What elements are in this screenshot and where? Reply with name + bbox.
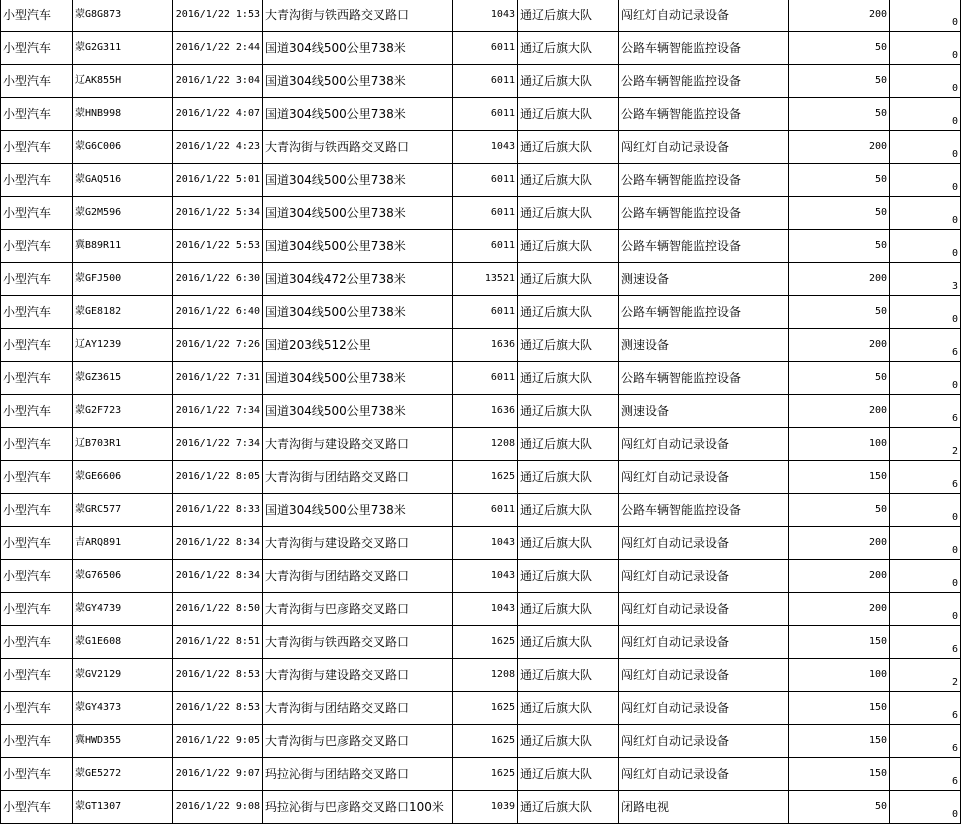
device-cell[interactable]: 公路车辆智能监控设备 bbox=[619, 494, 789, 527]
datetime-cell[interactable]: 2016/1/22 8:34 bbox=[173, 560, 263, 593]
violation-code-cell[interactable]: 6011 bbox=[453, 65, 518, 98]
location-cell[interactable]: 国道304线500公里738米 bbox=[263, 494, 453, 527]
vehicle-type-cell[interactable]: 小型汽车 bbox=[1, 428, 73, 461]
violation-code-cell[interactable]: 1043 bbox=[453, 0, 518, 32]
device-cell[interactable]: 闯红灯自动记录设备 bbox=[619, 593, 789, 626]
department-cell[interactable]: 通辽后旗大队 bbox=[518, 65, 619, 98]
device-cell[interactable]: 闯红灯自动记录设备 bbox=[619, 527, 789, 560]
violation-code-cell[interactable]: 1208 bbox=[453, 659, 518, 692]
plate-number-cell[interactable]: 吉ARQ891 bbox=[73, 527, 173, 560]
department-cell[interactable]: 通辽后旗大队 bbox=[518, 98, 619, 131]
points-cell[interactable]: 0 bbox=[890, 32, 961, 65]
vehicle-type-cell[interactable]: 小型汽车 bbox=[1, 560, 73, 593]
device-cell[interactable]: 闯红灯自动记录设备 bbox=[619, 758, 789, 791]
location-cell[interactable]: 大青沟街与建设路交叉路口 bbox=[263, 659, 453, 692]
table-row bbox=[1, 758, 961, 791]
location-cell[interactable]: 国道304线500公里738米 bbox=[263, 296, 453, 329]
vehicle-type-cell[interactable]: 小型汽车 bbox=[1, 692, 73, 725]
datetime-cell[interactable]: 2016/1/22 6:30 bbox=[173, 263, 263, 296]
datetime-cell[interactable]: 2016/1/22 5:34 bbox=[173, 197, 263, 230]
fine-cell[interactable]: 50 bbox=[789, 65, 890, 98]
vehicle-type-cell[interactable]: 小型汽车 bbox=[1, 593, 73, 626]
device-cell[interactable]: 闯红灯自动记录设备 bbox=[619, 560, 789, 593]
violation-code-cell[interactable]: 1625 bbox=[453, 626, 518, 659]
department-cell[interactable]: 通辽后旗大队 bbox=[518, 725, 619, 758]
location-cell[interactable]: 大青沟街与巴彦路交叉路口 bbox=[263, 725, 453, 758]
plate-number-cell[interactable]: 辽AY1239 bbox=[73, 329, 173, 362]
department-cell[interactable]: 通辽后旗大队 bbox=[518, 593, 619, 626]
points-cell[interactable]: 0 bbox=[890, 65, 961, 98]
fine-cell[interactable]: 200 bbox=[789, 593, 890, 626]
table-row bbox=[1, 230, 961, 263]
table-row bbox=[1, 593, 961, 626]
fine-cell[interactable]: 50 bbox=[789, 791, 890, 824]
location-cell[interactable]: 大青沟街与巴彦路交叉路口 bbox=[263, 593, 453, 626]
points-cell[interactable]: 2 bbox=[890, 659, 961, 692]
violation-code-cell[interactable]: 6011 bbox=[453, 197, 518, 230]
violation-code-cell[interactable]: 6011 bbox=[453, 164, 518, 197]
plate-number-cell[interactable]: 蒙GT1307 bbox=[73, 791, 173, 824]
department-cell[interactable]: 通辽后旗大队 bbox=[518, 560, 619, 593]
table-row bbox=[1, 329, 961, 362]
points-cell[interactable]: 0 bbox=[890, 362, 961, 395]
plate-number-cell[interactable]: 蒙GE8182 bbox=[73, 296, 173, 329]
points-cell[interactable]: 0 bbox=[890, 791, 961, 824]
points-cell[interactable]: 2 bbox=[890, 428, 961, 461]
plate-number-cell[interactable]: 蒙GFJ500 bbox=[73, 263, 173, 296]
fine-cell[interactable]: 200 bbox=[789, 131, 890, 164]
department-cell[interactable]: 通辽后旗大队 bbox=[518, 230, 619, 263]
plate-number-cell[interactable]: 蒙GZ3615 bbox=[73, 362, 173, 395]
table-row bbox=[1, 98, 961, 131]
device-cell[interactable]: 公路车辆智能监控设备 bbox=[619, 98, 789, 131]
department-cell[interactable]: 通辽后旗大队 bbox=[518, 197, 619, 230]
fine-cell[interactable]: 200 bbox=[789, 263, 890, 296]
datetime-cell[interactable]: 2016/1/22 8:50 bbox=[173, 593, 263, 626]
device-cell[interactable]: 公路车辆智能监控设备 bbox=[619, 362, 789, 395]
violation-code-cell[interactable]: 6011 bbox=[453, 296, 518, 329]
plate-number-cell[interactable]: 蒙GE5272 bbox=[73, 758, 173, 791]
table-row bbox=[1, 131, 961, 164]
datetime-cell[interactable]: 2016/1/22 5:53 bbox=[173, 230, 263, 263]
points-cell[interactable]: 0 bbox=[890, 197, 961, 230]
table-row bbox=[1, 494, 961, 527]
violation-code-cell[interactable]: 1625 bbox=[453, 461, 518, 494]
vehicle-type-cell[interactable]: 小型汽车 bbox=[1, 626, 73, 659]
table-row bbox=[1, 164, 961, 197]
fine-cell[interactable]: 100 bbox=[789, 659, 890, 692]
vehicle-type-cell[interactable]: 小型汽车 bbox=[1, 230, 73, 263]
table-row bbox=[1, 461, 961, 494]
vehicle-type-cell[interactable]: 小型汽车 bbox=[1, 65, 73, 98]
fine-cell[interactable]: 200 bbox=[789, 560, 890, 593]
plate-number-cell[interactable]: 蒙GY4739 bbox=[73, 593, 173, 626]
points-cell[interactable]: 0 bbox=[890, 230, 961, 263]
department-cell[interactable]: 通辽后旗大队 bbox=[518, 32, 619, 65]
location-cell[interactable]: 大青沟街与团结路交叉路口 bbox=[263, 560, 453, 593]
location-cell[interactable]: 国道304线500公里738米 bbox=[263, 164, 453, 197]
location-cell[interactable]: 国道304线500公里738米 bbox=[263, 197, 453, 230]
location-cell[interactable]: 国道304线500公里738米 bbox=[263, 32, 453, 65]
fine-cell[interactable]: 200 bbox=[789, 527, 890, 560]
device-cell[interactable]: 公路车辆智能监控设备 bbox=[619, 296, 789, 329]
plate-number-cell[interactable]: 蒙G2G311 bbox=[73, 32, 173, 65]
plate-number-cell[interactable]: 辽B703R1 bbox=[73, 428, 173, 461]
points-cell[interactable]: 0 bbox=[890, 560, 961, 593]
points-cell[interactable]: 6 bbox=[890, 329, 961, 362]
fine-cell[interactable]: 50 bbox=[789, 164, 890, 197]
points-cell[interactable]: 0 bbox=[890, 494, 961, 527]
datetime-cell[interactable]: 2016/1/22 8:51 bbox=[173, 626, 263, 659]
device-cell[interactable]: 闭路电视 bbox=[619, 791, 789, 824]
fine-cell[interactable]: 200 bbox=[789, 0, 890, 32]
violation-code-cell[interactable]: 1636 bbox=[453, 395, 518, 428]
device-cell[interactable]: 闯红灯自动记录设备 bbox=[619, 131, 789, 164]
location-cell[interactable]: 国道304线500公里738米 bbox=[263, 362, 453, 395]
device-cell[interactable]: 公路车辆智能监控设备 bbox=[619, 32, 789, 65]
violation-code-cell[interactable]: 1043 bbox=[453, 560, 518, 593]
plate-number-cell[interactable]: 蒙G2F723 bbox=[73, 395, 173, 428]
device-cell[interactable]: 闯红灯自动记录设备 bbox=[619, 659, 789, 692]
table-row bbox=[1, 65, 961, 98]
fine-cell[interactable]: 50 bbox=[789, 362, 890, 395]
vehicle-type-cell[interactable]: 小型汽车 bbox=[1, 725, 73, 758]
violation-code-cell[interactable]: 1636 bbox=[453, 329, 518, 362]
device-cell[interactable]: 公路车辆智能监控设备 bbox=[619, 164, 789, 197]
department-cell[interactable]: 通辽后旗大队 bbox=[518, 362, 619, 395]
datetime-cell[interactable]: 2016/1/22 6:40 bbox=[173, 296, 263, 329]
device-cell[interactable]: 闯红灯自动记录设备 bbox=[619, 428, 789, 461]
fine-cell[interactable]: 150 bbox=[789, 626, 890, 659]
table-row bbox=[1, 395, 961, 428]
datetime-cell[interactable]: 2016/1/22 4:07 bbox=[173, 98, 263, 131]
violation-code-cell[interactable]: 13521 bbox=[453, 263, 518, 296]
violation-code-cell[interactable]: 1043 bbox=[453, 131, 518, 164]
table-row bbox=[1, 527, 961, 560]
vehicle-type-cell[interactable]: 小型汽车 bbox=[1, 98, 73, 131]
fine-cell[interactable]: 200 bbox=[789, 329, 890, 362]
table-row bbox=[1, 692, 961, 725]
violation-code-cell[interactable]: 1039 bbox=[453, 791, 518, 824]
plate-number-cell[interactable]: 蒙G76506 bbox=[73, 560, 173, 593]
department-cell[interactable]: 通辽后旗大队 bbox=[518, 527, 619, 560]
plate-number-cell[interactable]: 蒙GY4373 bbox=[73, 692, 173, 725]
location-cell[interactable]: 玛拉沁街与巴彦路交叉路口100米 bbox=[263, 791, 453, 824]
points-cell[interactable]: 6 bbox=[890, 725, 961, 758]
points-cell[interactable]: 6 bbox=[890, 395, 961, 428]
violation-code-cell[interactable]: 1625 bbox=[453, 725, 518, 758]
table-row bbox=[1, 296, 961, 329]
department-cell[interactable]: 通辽后旗大队 bbox=[518, 0, 619, 32]
device-cell[interactable]: 公路车辆智能监控设备 bbox=[619, 197, 789, 230]
datetime-cell[interactable]: 2016/1/22 4:23 bbox=[173, 131, 263, 164]
table-row bbox=[1, 659, 961, 692]
plate-number-cell[interactable]: 辽AK855H bbox=[73, 65, 173, 98]
department-cell[interactable]: 通辽后旗大队 bbox=[518, 758, 619, 791]
department-cell[interactable]: 通辽后旗大队 bbox=[518, 791, 619, 824]
points-cell[interactable]: 0 bbox=[890, 164, 961, 197]
points-cell[interactable]: 0 bbox=[890, 527, 961, 560]
location-cell[interactable]: 大青沟街与铁西路交叉路口 bbox=[263, 131, 453, 164]
fine-cell[interactable]: 100 bbox=[789, 428, 890, 461]
violation-code-cell[interactable]: 1625 bbox=[453, 692, 518, 725]
vehicle-type-cell[interactable]: 小型汽车 bbox=[1, 164, 73, 197]
device-cell[interactable]: 测速设备 bbox=[619, 329, 789, 362]
plate-number-cell[interactable]: 蒙GV2129 bbox=[73, 659, 173, 692]
location-cell[interactable]: 大青沟街与铁西路交叉路口 bbox=[263, 0, 453, 32]
vehicle-type-cell[interactable]: 小型汽车 bbox=[1, 494, 73, 527]
fine-cell[interactable]: 200 bbox=[789, 395, 890, 428]
points-cell[interactable]: 6 bbox=[890, 692, 961, 725]
fine-cell[interactable]: 150 bbox=[789, 692, 890, 725]
device-cell[interactable]: 闯红灯自动记录设备 bbox=[619, 0, 789, 32]
datetime-cell[interactable]: 2016/1/22 7:34 bbox=[173, 395, 263, 428]
vehicle-type-cell[interactable]: 小型汽车 bbox=[1, 461, 73, 494]
location-cell[interactable]: 国道304线500公里738米 bbox=[263, 395, 453, 428]
device-cell[interactable]: 测速设备 bbox=[619, 395, 789, 428]
department-cell[interactable]: 通辽后旗大队 bbox=[518, 626, 619, 659]
department-cell[interactable]: 通辽后旗大队 bbox=[518, 461, 619, 494]
department-cell[interactable]: 通辽后旗大队 bbox=[518, 329, 619, 362]
location-cell[interactable]: 大青沟街与铁西路交叉路口 bbox=[263, 626, 453, 659]
datetime-cell[interactable]: 2016/1/22 2:44 bbox=[173, 32, 263, 65]
violation-code-cell[interactable]: 6011 bbox=[453, 98, 518, 131]
table-row bbox=[1, 560, 961, 593]
table-row bbox=[1, 362, 961, 395]
location-cell[interactable]: 国道304线500公里738米 bbox=[263, 230, 453, 263]
department-cell[interactable]: 通辽后旗大队 bbox=[518, 296, 619, 329]
device-cell[interactable]: 测速设备 bbox=[619, 263, 789, 296]
violation-code-cell[interactable]: 6011 bbox=[453, 362, 518, 395]
plate-number-cell[interactable]: 蒙GAQ516 bbox=[73, 164, 173, 197]
device-cell[interactable]: 公路车辆智能监控设备 bbox=[619, 65, 789, 98]
fine-cell[interactable]: 50 bbox=[789, 197, 890, 230]
table-body bbox=[1, 0, 961, 824]
points-cell[interactable]: 6 bbox=[890, 758, 961, 791]
violation-code-cell[interactable]: 1208 bbox=[453, 428, 518, 461]
datetime-cell[interactable]: 2016/1/22 1:53 bbox=[173, 0, 263, 32]
vehicle-type-cell[interactable]: 小型汽车 bbox=[1, 0, 73, 32]
vehicle-type-cell[interactable]: 小型汽车 bbox=[1, 659, 73, 692]
datetime-cell[interactable]: 2016/1/22 8:05 bbox=[173, 461, 263, 494]
datetime-cell[interactable]: 2016/1/22 5:01 bbox=[173, 164, 263, 197]
department-cell[interactable]: 通辽后旗大队 bbox=[518, 659, 619, 692]
datetime-cell[interactable]: 2016/1/22 9:08 bbox=[173, 791, 263, 824]
location-cell[interactable]: 国道304线472公里738米 bbox=[263, 263, 453, 296]
fine-cell[interactable]: 50 bbox=[789, 296, 890, 329]
datetime-cell[interactable]: 2016/1/22 7:31 bbox=[173, 362, 263, 395]
fine-cell[interactable]: 50 bbox=[789, 494, 890, 527]
location-cell[interactable]: 玛拉沁街与团结路交叉路口 bbox=[263, 758, 453, 791]
points-cell[interactable]: 0 bbox=[890, 131, 961, 164]
department-cell[interactable]: 通辽后旗大队 bbox=[518, 263, 619, 296]
datetime-cell[interactable]: 2016/1/22 8:33 bbox=[173, 494, 263, 527]
vehicle-type-cell[interactable]: 小型汽车 bbox=[1, 395, 73, 428]
table-row bbox=[1, 0, 961, 32]
fine-cell[interactable]: 50 bbox=[789, 32, 890, 65]
table-row bbox=[1, 725, 961, 758]
fine-cell[interactable]: 150 bbox=[789, 725, 890, 758]
datetime-cell[interactable]: 2016/1/22 9:05 bbox=[173, 725, 263, 758]
fine-cell[interactable]: 50 bbox=[789, 230, 890, 263]
vehicle-type-cell[interactable]: 小型汽车 bbox=[1, 32, 73, 65]
vehicle-type-cell[interactable]: 小型汽车 bbox=[1, 527, 73, 560]
plate-number-cell[interactable]: 蒙GRC577 bbox=[73, 494, 173, 527]
violation-code-cell[interactable]: 6011 bbox=[453, 230, 518, 263]
points-cell[interactable]: 0 bbox=[890, 593, 961, 626]
device-cell[interactable]: 闯红灯自动记录设备 bbox=[619, 725, 789, 758]
location-cell[interactable]: 大青沟街与团结路交叉路口 bbox=[263, 692, 453, 725]
plate-number-cell[interactable]: 冀HWD355 bbox=[73, 725, 173, 758]
table-row bbox=[1, 428, 961, 461]
plate-number-cell[interactable]: 蒙G6C006 bbox=[73, 131, 173, 164]
plate-number-cell[interactable]: 蒙G8G873 bbox=[73, 0, 173, 32]
datetime-cell[interactable]: 2016/1/22 8:53 bbox=[173, 659, 263, 692]
location-cell[interactable]: 国道304线500公里738米 bbox=[263, 65, 453, 98]
table-row bbox=[1, 197, 961, 230]
datetime-cell[interactable]: 2016/1/22 7:26 bbox=[173, 329, 263, 362]
plate-number-cell[interactable]: 蒙HNB998 bbox=[73, 98, 173, 131]
device-cell[interactable]: 闯红灯自动记录设备 bbox=[619, 692, 789, 725]
location-cell[interactable]: 国道203线512公里 bbox=[263, 329, 453, 362]
device-cell[interactable]: 闯红灯自动记录设备 bbox=[619, 626, 789, 659]
location-cell[interactable]: 大青沟街与建设路交叉路口 bbox=[263, 527, 453, 560]
vehicle-type-cell[interactable]: 小型汽车 bbox=[1, 758, 73, 791]
vehicle-type-cell[interactable]: 小型汽车 bbox=[1, 362, 73, 395]
violation-code-cell[interactable]: 1625 bbox=[453, 758, 518, 791]
plate-number-cell[interactable]: 蒙G2M596 bbox=[73, 197, 173, 230]
department-cell[interactable]: 通辽后旗大队 bbox=[518, 428, 619, 461]
points-cell[interactable]: 6 bbox=[890, 461, 961, 494]
department-cell[interactable]: 通辽后旗大队 bbox=[518, 131, 619, 164]
vehicle-type-cell[interactable]: 小型汽车 bbox=[1, 791, 73, 824]
violation-code-cell[interactable]: 1043 bbox=[453, 593, 518, 626]
violation-code-cell[interactable]: 6011 bbox=[453, 32, 518, 65]
department-cell[interactable]: 通辽后旗大队 bbox=[518, 494, 619, 527]
datetime-cell[interactable]: 2016/1/22 7:34 bbox=[173, 428, 263, 461]
plate-number-cell[interactable]: 蒙GE6606 bbox=[73, 461, 173, 494]
points-cell[interactable]: 3 bbox=[890, 263, 961, 296]
department-cell[interactable]: 通辽后旗大队 bbox=[518, 164, 619, 197]
violation-code-cell[interactable]: 1043 bbox=[453, 527, 518, 560]
points-cell[interactable]: 0 bbox=[890, 98, 961, 131]
datetime-cell[interactable]: 2016/1/22 3:04 bbox=[173, 65, 263, 98]
points-cell[interactable]: 6 bbox=[890, 626, 961, 659]
vehicle-type-cell[interactable]: 小型汽车 bbox=[1, 197, 73, 230]
plate-number-cell[interactable]: 蒙G1E608 bbox=[73, 626, 173, 659]
table-row bbox=[1, 32, 961, 65]
device-cell[interactable]: 闯红灯自动记录设备 bbox=[619, 461, 789, 494]
fine-cell[interactable]: 50 bbox=[789, 98, 890, 131]
vehicle-type-cell[interactable]: 小型汽车 bbox=[1, 329, 73, 362]
violation-code-cell[interactable]: 6011 bbox=[453, 494, 518, 527]
datetime-cell[interactable]: 2016/1/22 8:34 bbox=[173, 527, 263, 560]
department-cell[interactable]: 通辽后旗大队 bbox=[518, 395, 619, 428]
location-cell[interactable]: 大青沟街与建设路交叉路口 bbox=[263, 428, 453, 461]
points-cell[interactable]: 0 bbox=[890, 0, 961, 32]
vehicle-type-cell[interactable]: 小型汽车 bbox=[1, 263, 73, 296]
table-row bbox=[1, 626, 961, 659]
table-row bbox=[1, 263, 961, 296]
datetime-cell[interactable]: 2016/1/22 8:53 bbox=[173, 692, 263, 725]
location-cell[interactable]: 国道304线500公里738米 bbox=[263, 98, 453, 131]
points-cell[interactable]: 0 bbox=[890, 296, 961, 329]
fine-cell[interactable]: 150 bbox=[789, 461, 890, 494]
datetime-cell[interactable]: 2016/1/22 9:07 bbox=[173, 758, 263, 791]
plate-number-cell[interactable]: 冀B89R11 bbox=[73, 230, 173, 263]
department-cell[interactable]: 通辽后旗大队 bbox=[518, 692, 619, 725]
location-cell[interactable]: 大青沟街与团结路交叉路口 bbox=[263, 461, 453, 494]
vehicle-type-cell[interactable]: 小型汽车 bbox=[1, 296, 73, 329]
table-row bbox=[1, 791, 961, 824]
vehicle-type-cell[interactable]: 小型汽车 bbox=[1, 131, 73, 164]
fine-cell[interactable]: 150 bbox=[789, 758, 890, 791]
device-cell[interactable]: 公路车辆智能监控设备 bbox=[619, 230, 789, 263]
